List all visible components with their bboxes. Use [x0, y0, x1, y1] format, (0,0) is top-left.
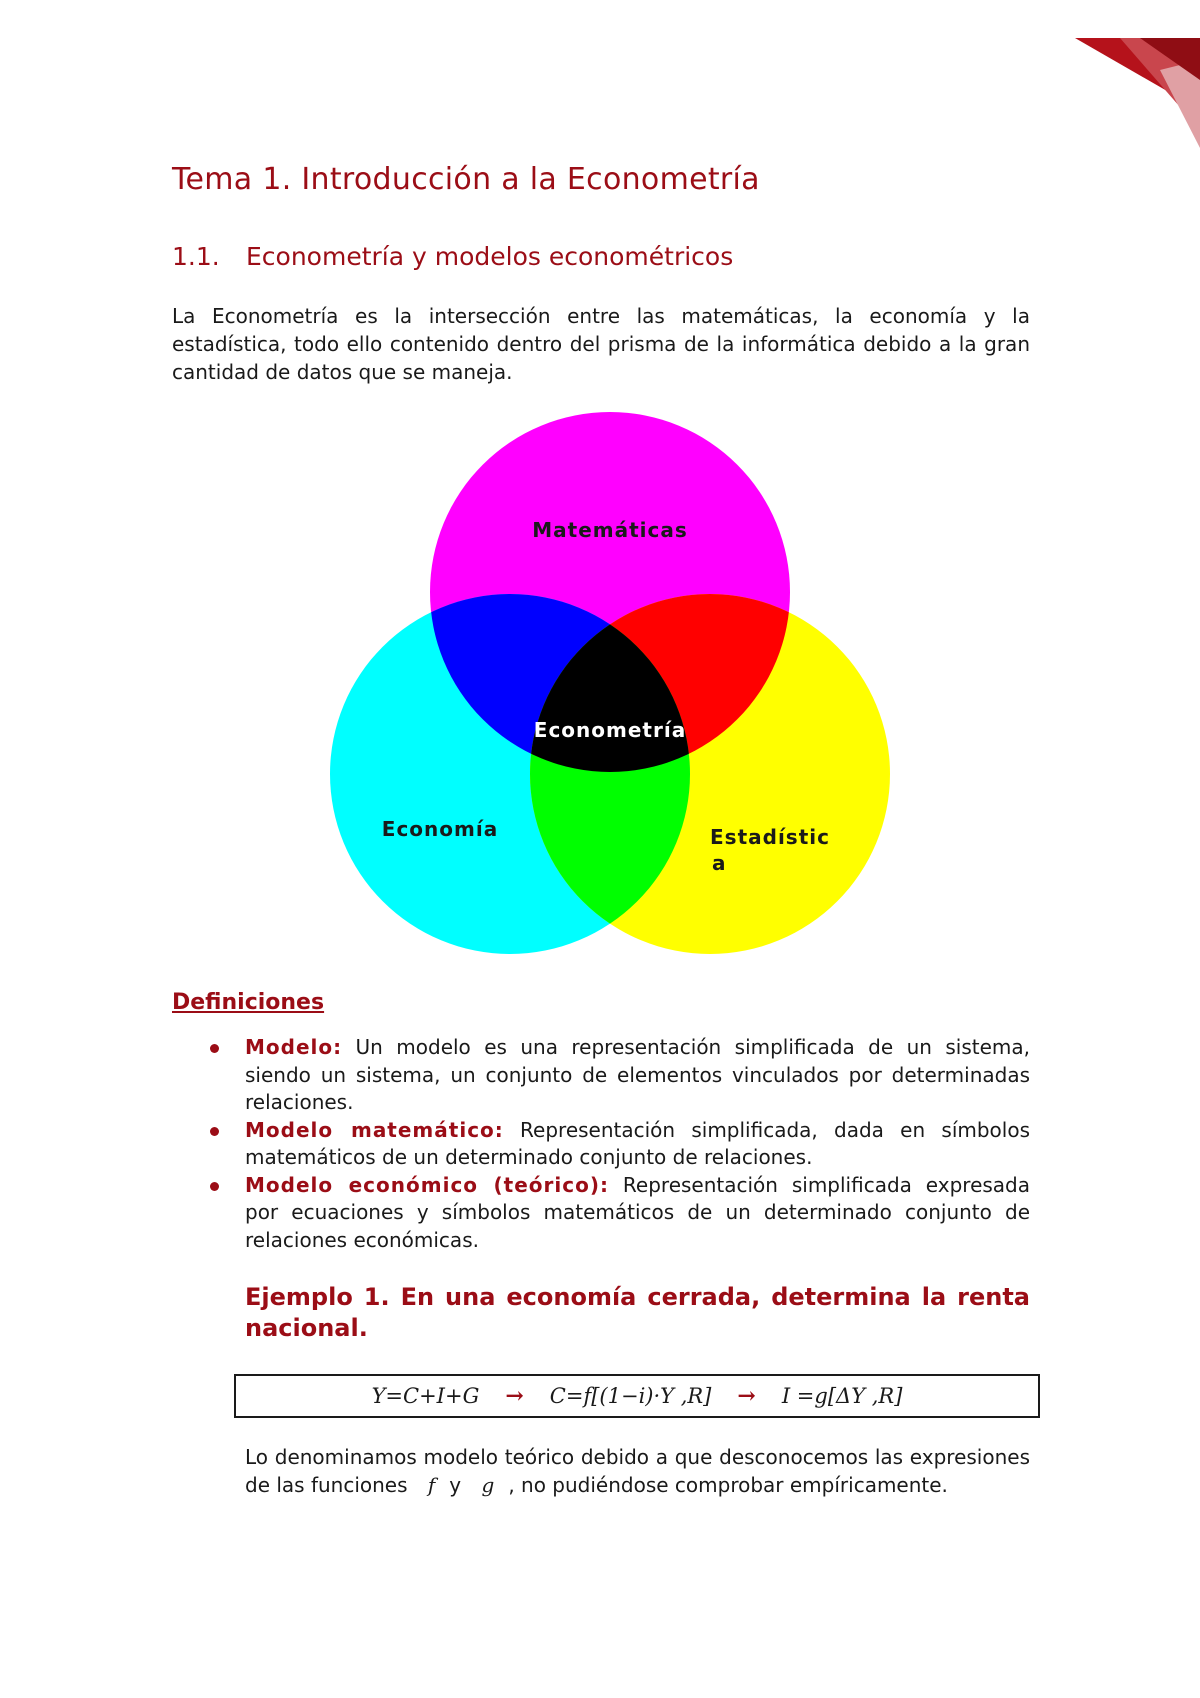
definition-text: Un modelo es una representación simplificada de un sistema, siendo un sistema, un conjunto de elementos vinculados por determinadas relaciones. [245, 1035, 1030, 1114]
definition-item [172, 1034, 1030, 1117]
example-explanation: Lo denominamos modelo teórico debido a que desconocemos las expresiones de las funciones f y g , no pudiéndose comprobar empíricamente. [245, 1445, 1030, 1497]
venn-label-statistics-2: a [712, 851, 726, 875]
venn-label-econometrics: Econometría [533, 718, 687, 742]
section-number: 1.1. [172, 242, 220, 271]
bullet-icon [210, 1127, 219, 1136]
definition-item [172, 1117, 1030, 1172]
formula-income: Y=C+I+G [371, 1384, 480, 1408]
function-f: f [427, 1473, 436, 1497]
arrow-icon: → [505, 1383, 524, 1409]
definition-text: Representación simplificada expresada por ecuaciones y símbolos matemáticos de un determinado conjunto de relaciones económicas. [245, 1172, 1031, 1252]
function-g: g [481, 1473, 495, 1497]
definition-text: Representación simplificada, dada en símbolos matemáticos de un determinado conjunto de relaciones. [245, 1117, 1031, 1169]
venn-diagram [320, 412, 900, 972]
definitions-list [172, 1034, 1030, 1254]
formula-box [234, 1374, 1040, 1418]
definition-item [172, 1172, 1030, 1255]
venn-label-math: Matemáticas [532, 518, 688, 542]
corner-decoration [1020, 0, 1200, 150]
definition-term: Modelo económico (teórico): [245, 1172, 610, 1197]
intro-paragraph: La Econometría es la intersección entre las matemáticas, la economía y la estadística, todo ello contenido dentro del prisma de la informática debido a la gran cantidad de datos que se maneja. [172, 304, 1030, 384]
venn-label-economy: Economía [381, 817, 499, 841]
definition-term: Modelo: [245, 1035, 343, 1059]
formula-consumption: C=f[(1−i)·Y ,R] [549, 1384, 712, 1408]
definitions-heading: Definiciones [172, 990, 325, 1015]
page-title: Tema 1. Introducción a la Econometría [172, 162, 760, 197]
definition-term: Modelo matemático: [245, 1117, 504, 1142]
section-heading [172, 242, 733, 271]
bullet-icon [210, 1182, 219, 1191]
section-title: Econometría y modelos econométricos [246, 242, 734, 271]
arrow-icon: → [737, 1383, 756, 1409]
bullet-icon [210, 1044, 219, 1053]
venn-label-statistics-1: Estadístic [710, 825, 830, 849]
example-title: Ejemplo 1. En una economía cerrada, determina la renta nacional. [245, 1283, 1030, 1342]
formula-investment: I =g[ΔY ,R] [781, 1384, 903, 1408]
